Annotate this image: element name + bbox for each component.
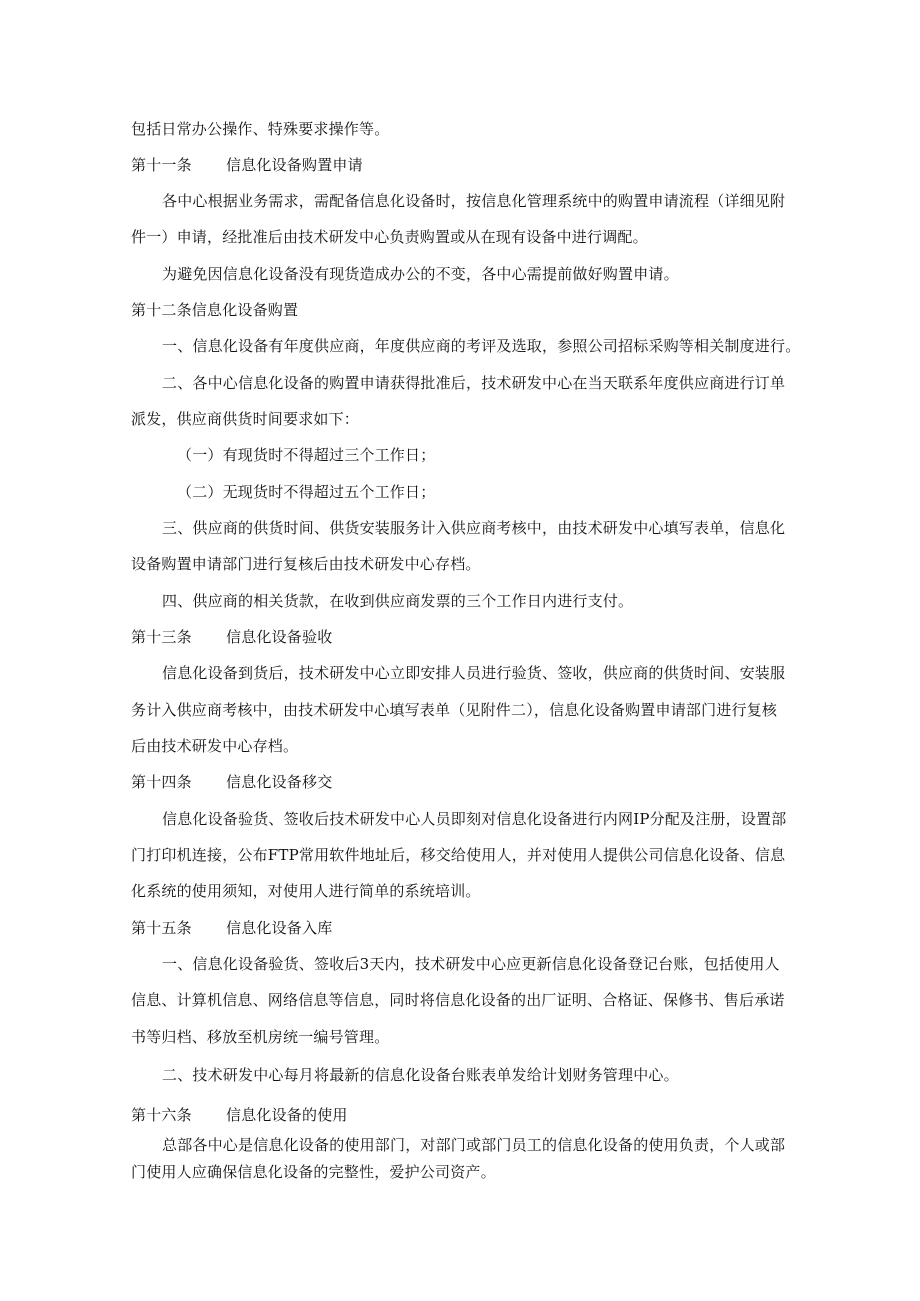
article-number: 第十四条 [131, 773, 192, 791]
paragraph-line: 一、信息化设备有年度供应商，年度供应商的考评及选取，参照公司招标采购等相关制度进行。 [162, 337, 801, 355]
paragraph-line: 四、供应商的相关货款，在收到供应商发票的三个工作日内进行支付。 [162, 592, 634, 610]
paragraph-line: 后由技术研发中心存档。 [131, 737, 299, 755]
article-heading [131, 155, 363, 175]
list-item: （二）无现货时不得超过五个工作日； [177, 483, 436, 501]
paragraph-line: 二、各中心信息化设备的购置申请获得批准后，技术研发中心在当天联系年度供应商进行订单 [162, 374, 786, 392]
text-line: 包括日常办公操作、特殊要求操作等。 [131, 120, 390, 138]
article-title: 信息化设备移交 [226, 773, 333, 791]
paragraph-line: 门使用人应确保信息化设备的完整性，爱护公司资产。 [131, 1163, 496, 1181]
paragraph-line: 门打印机连接，公布FTP常用软件地址后，移交给使用人，并对使用人提供公司信息化设备、信息 [131, 846, 786, 864]
paragraph-line: 化系统的使用须知，对使用人进行简单的系统培训。 [131, 882, 481, 900]
paragraph-line: 件一）申请，经批准后由技术研发中心负责购置或从在现有设备中进行调配。 [131, 228, 648, 246]
paragraph-line: 各中心根据业务需求，需配备信息化设备时，按信息化管理系统中的购置申请流程（详细见附 [162, 192, 786, 210]
paragraph-line: 信息化设备验货、签收后技术研发中心人员即刻对信息化设备进行内网IP分配及注册，设置部 [162, 810, 787, 828]
article-heading [131, 627, 332, 647]
article-heading [131, 772, 332, 792]
article-title: 信息化设备的使用 [226, 1106, 348, 1124]
article-heading [131, 1105, 348, 1125]
paragraph-line: 总部各中心是信息化设备的使用部门，对部门或部门员工的信息化设备的使用负责，个人或部 [162, 1136, 786, 1154]
article-number: 第十一条 [131, 156, 192, 174]
paragraph-line: 务计入供应商考核中，由技术研发中心填写表单（见附件二），信息化设备购置申请部门进行复核 [131, 701, 778, 719]
article-heading: 第十二条信息化设备购置 [131, 301, 299, 319]
article-title: 信息化设备入库 [226, 919, 333, 937]
paragraph-line: 派发，供应商供货时间要求如下： [131, 410, 360, 428]
paragraph-line: 为避免因信息化设备没有现货造成办公的不变，各中心需提前做好购置申请。 [162, 265, 679, 283]
list-item: （一）有现货时不得超过三个工作日； [177, 446, 436, 464]
article-number: 第十五条 [131, 919, 192, 937]
paragraph-line: 信息、计算机信息、网络信息等信息，同时将信息化设备的出厂证明、合格证、保修书、售后承诺 [131, 991, 785, 1009]
article-title: 信息化设备验收 [226, 628, 333, 646]
article-heading [131, 918, 332, 938]
paragraph-line: 信息化设备到货后，技术研发中心立即安排人员进行验货、签收，供应商的供货时间、安装服 [162, 664, 786, 682]
paragraph-line: 一、信息化设备验货、签收后3天内，技术研发中心应更新信息化设备登记台账，包括使用人 [162, 955, 780, 973]
paragraph-line: 二、技术研发中心每月将最新的信息化设备台账表单发给计划财务管理中心。 [162, 1066, 679, 1084]
article-number: 第十六条 [131, 1106, 192, 1124]
paragraph-line: 设备购置申请部门进行复核后由技术研发中心存档。 [131, 555, 481, 573]
article-number: 第十三条 [131, 628, 192, 646]
paragraph-line: 书等归档、移放至机房统一编号管理。 [131, 1028, 390, 1046]
article-title: 信息化设备购置申请 [226, 156, 363, 174]
paragraph-line: 三、供应商的供货时间、供货安装服务计入供应商考核中，由技术研发中心填写表单，信息化 [162, 519, 786, 537]
